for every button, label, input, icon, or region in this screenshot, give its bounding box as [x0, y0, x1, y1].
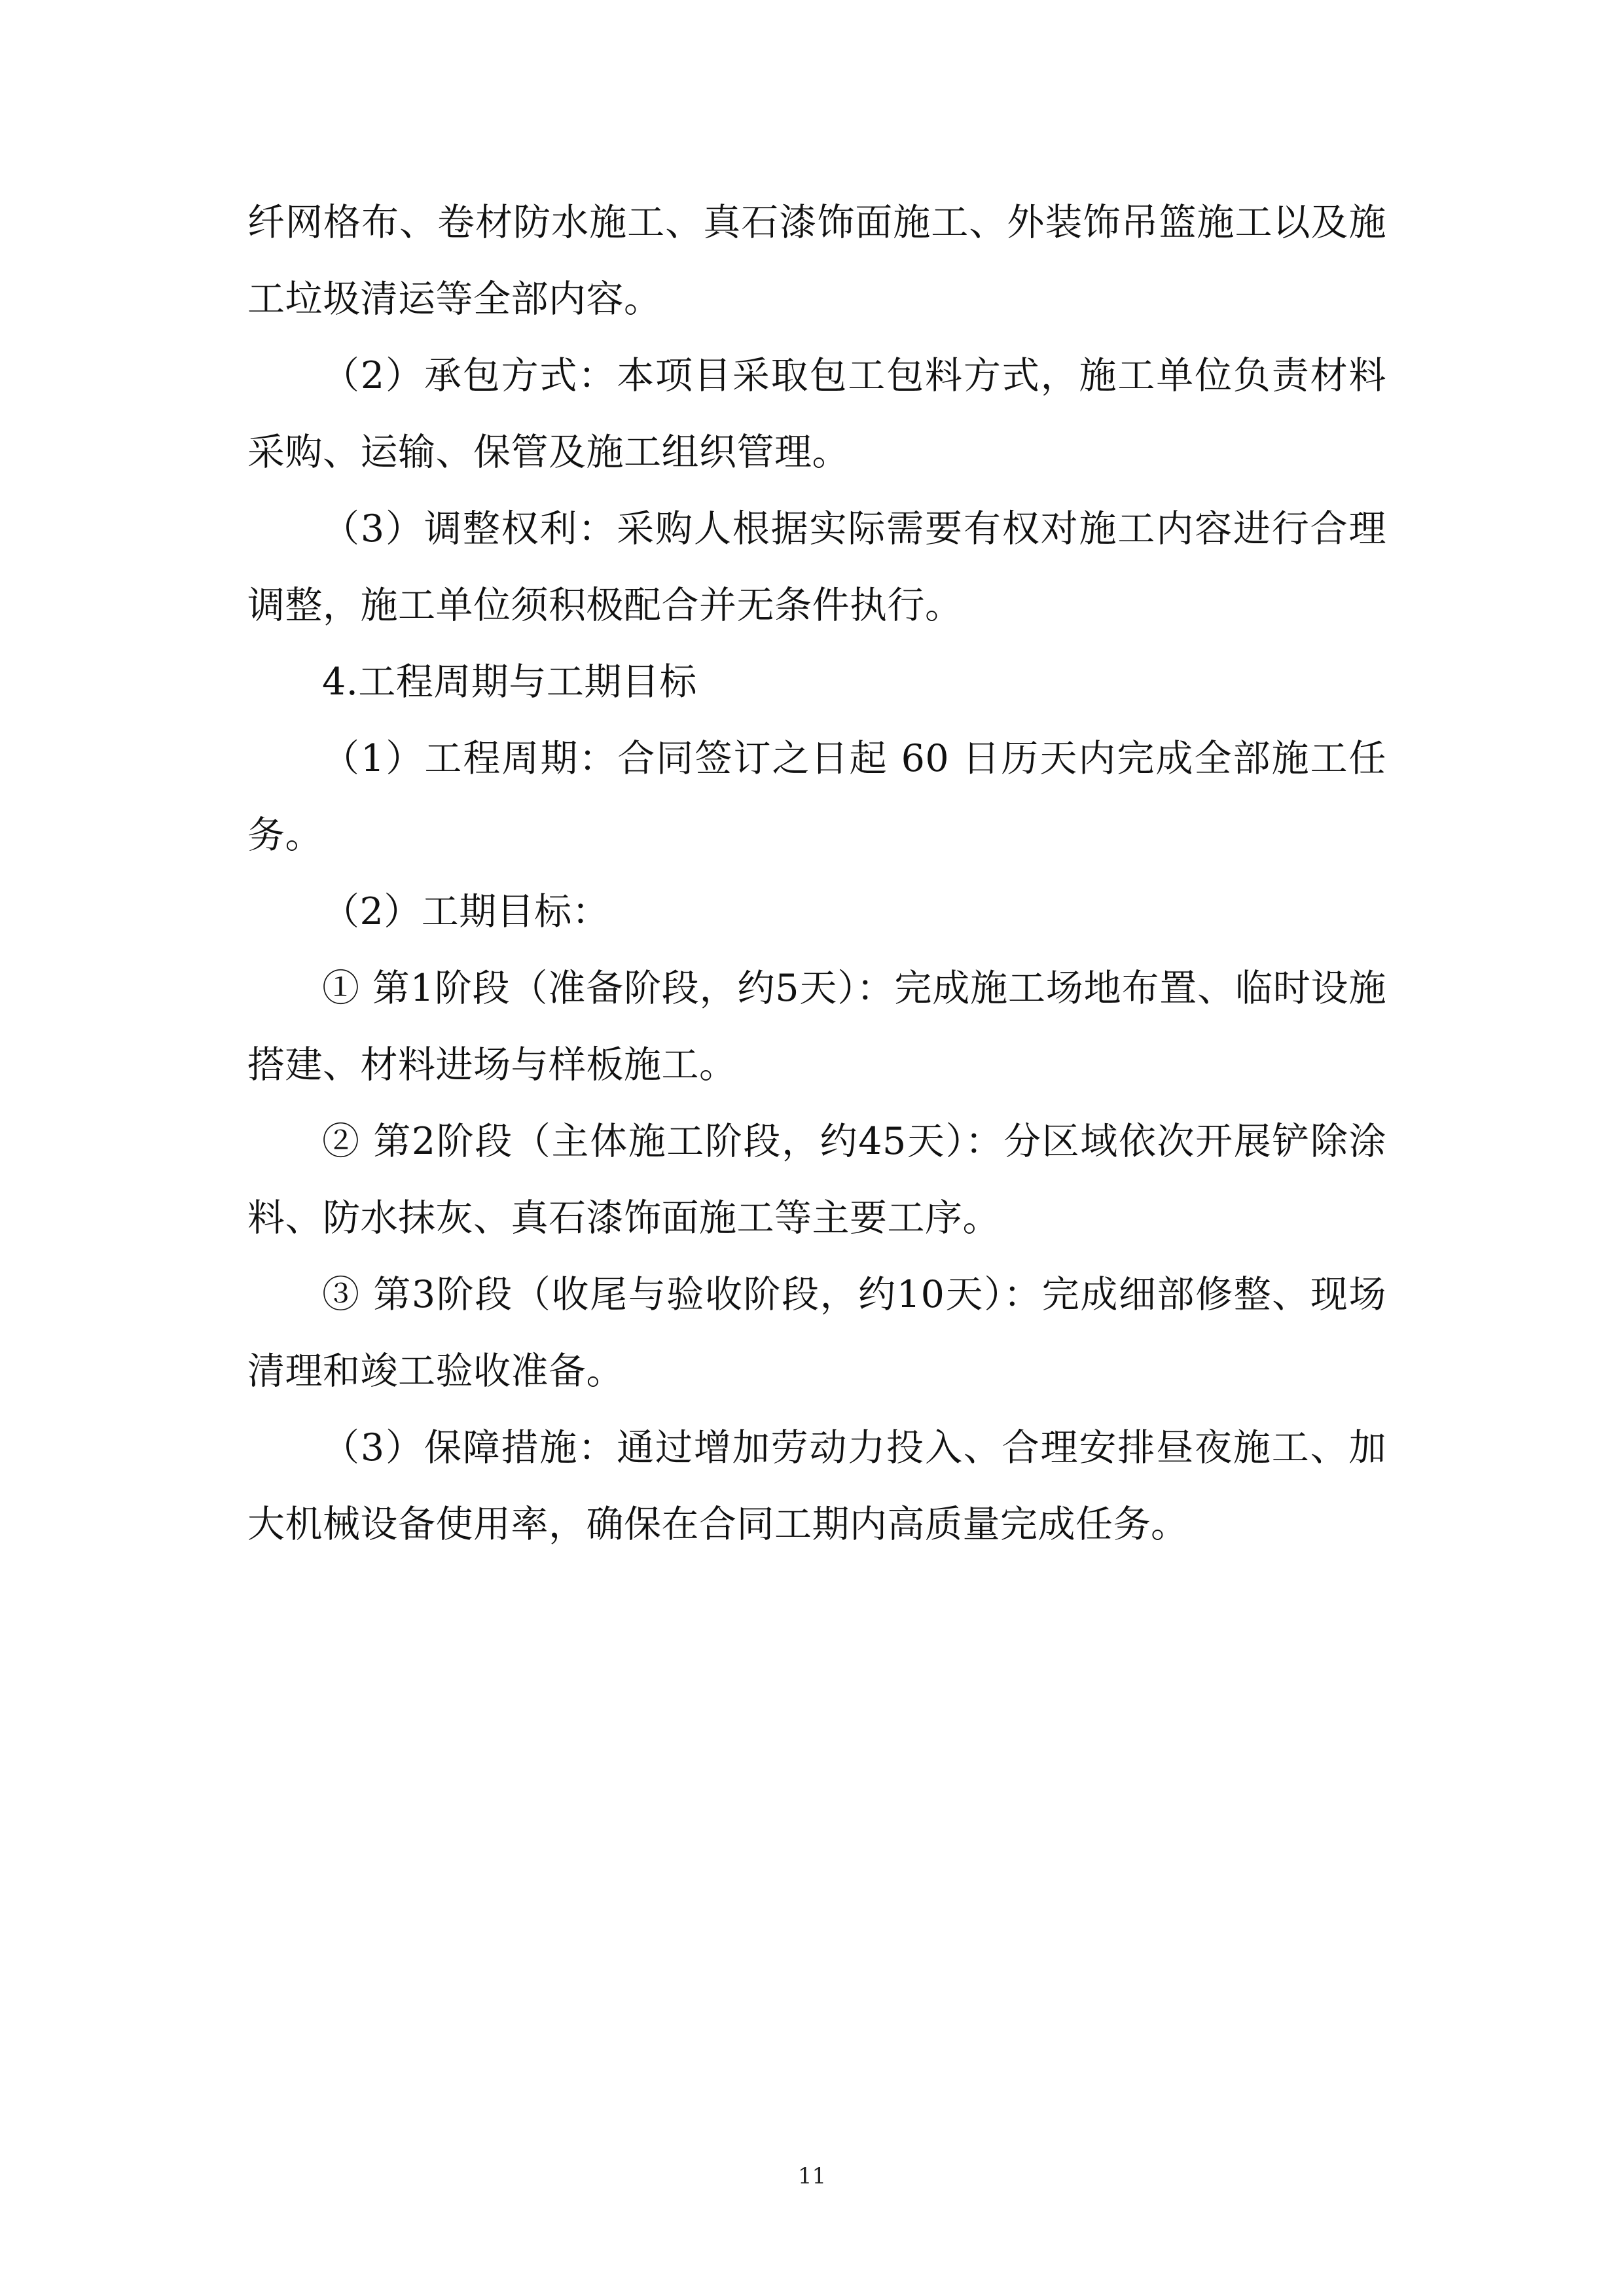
paragraph-adjustment-rights: （3）调整权利：采购人根据实际需要有权对施工内容进行合理调整，施工单位须积极配合并无条件执行。 [247, 507, 1386, 627]
document-body [247, 185, 1386, 1563]
paragraph-project-period: （1）工程周期：合同签订之日起 60 日历天内完成全部施工任务。 [247, 737, 1386, 857]
section-heading-schedule: 4.工程周期与工期目标 [322, 660, 697, 704]
list-item-phase-2: ② 第2阶段（主体施工阶段，约45天）：分区域依次开展铲除涂料、防水抹灰、真石漆饰面施工等主要工序。 [247, 1120, 1386, 1240]
paragraph-schedule-goals: （2）工期目标： [322, 890, 610, 933]
list-item-phase-1: ① 第1阶段（准备阶段，约5天）：完成施工场地布置、临时设施搭建、材料进场与样板施工。 [247, 967, 1386, 1086]
page-number: 11 [797, 2163, 827, 2189]
paragraph-contract-mode: （2）承包方式：本项目采取包工包料方式，施工单位负责材料采购、运输、保管及施工组织管理。 [247, 354, 1386, 474]
list-item-phase-3: ③ 第3阶段（收尾与验收阶段，约10天）：完成细部修整、现场清理和竣工验收准备。 [247, 1273, 1386, 1393]
paragraph-scope-continued: 纤网格布、卷材防水施工、真石漆饰面施工、外装饰吊篮施工以及施工垃圾清运等全部内容。 [247, 201, 1386, 321]
paragraph-safeguard-measures: （3）保障措施：通过增加劳动力投入、合理安排昼夜施工、加大机械设备使用率，确保在合同工期内高质量完成任务。 [247, 1426, 1386, 1546]
